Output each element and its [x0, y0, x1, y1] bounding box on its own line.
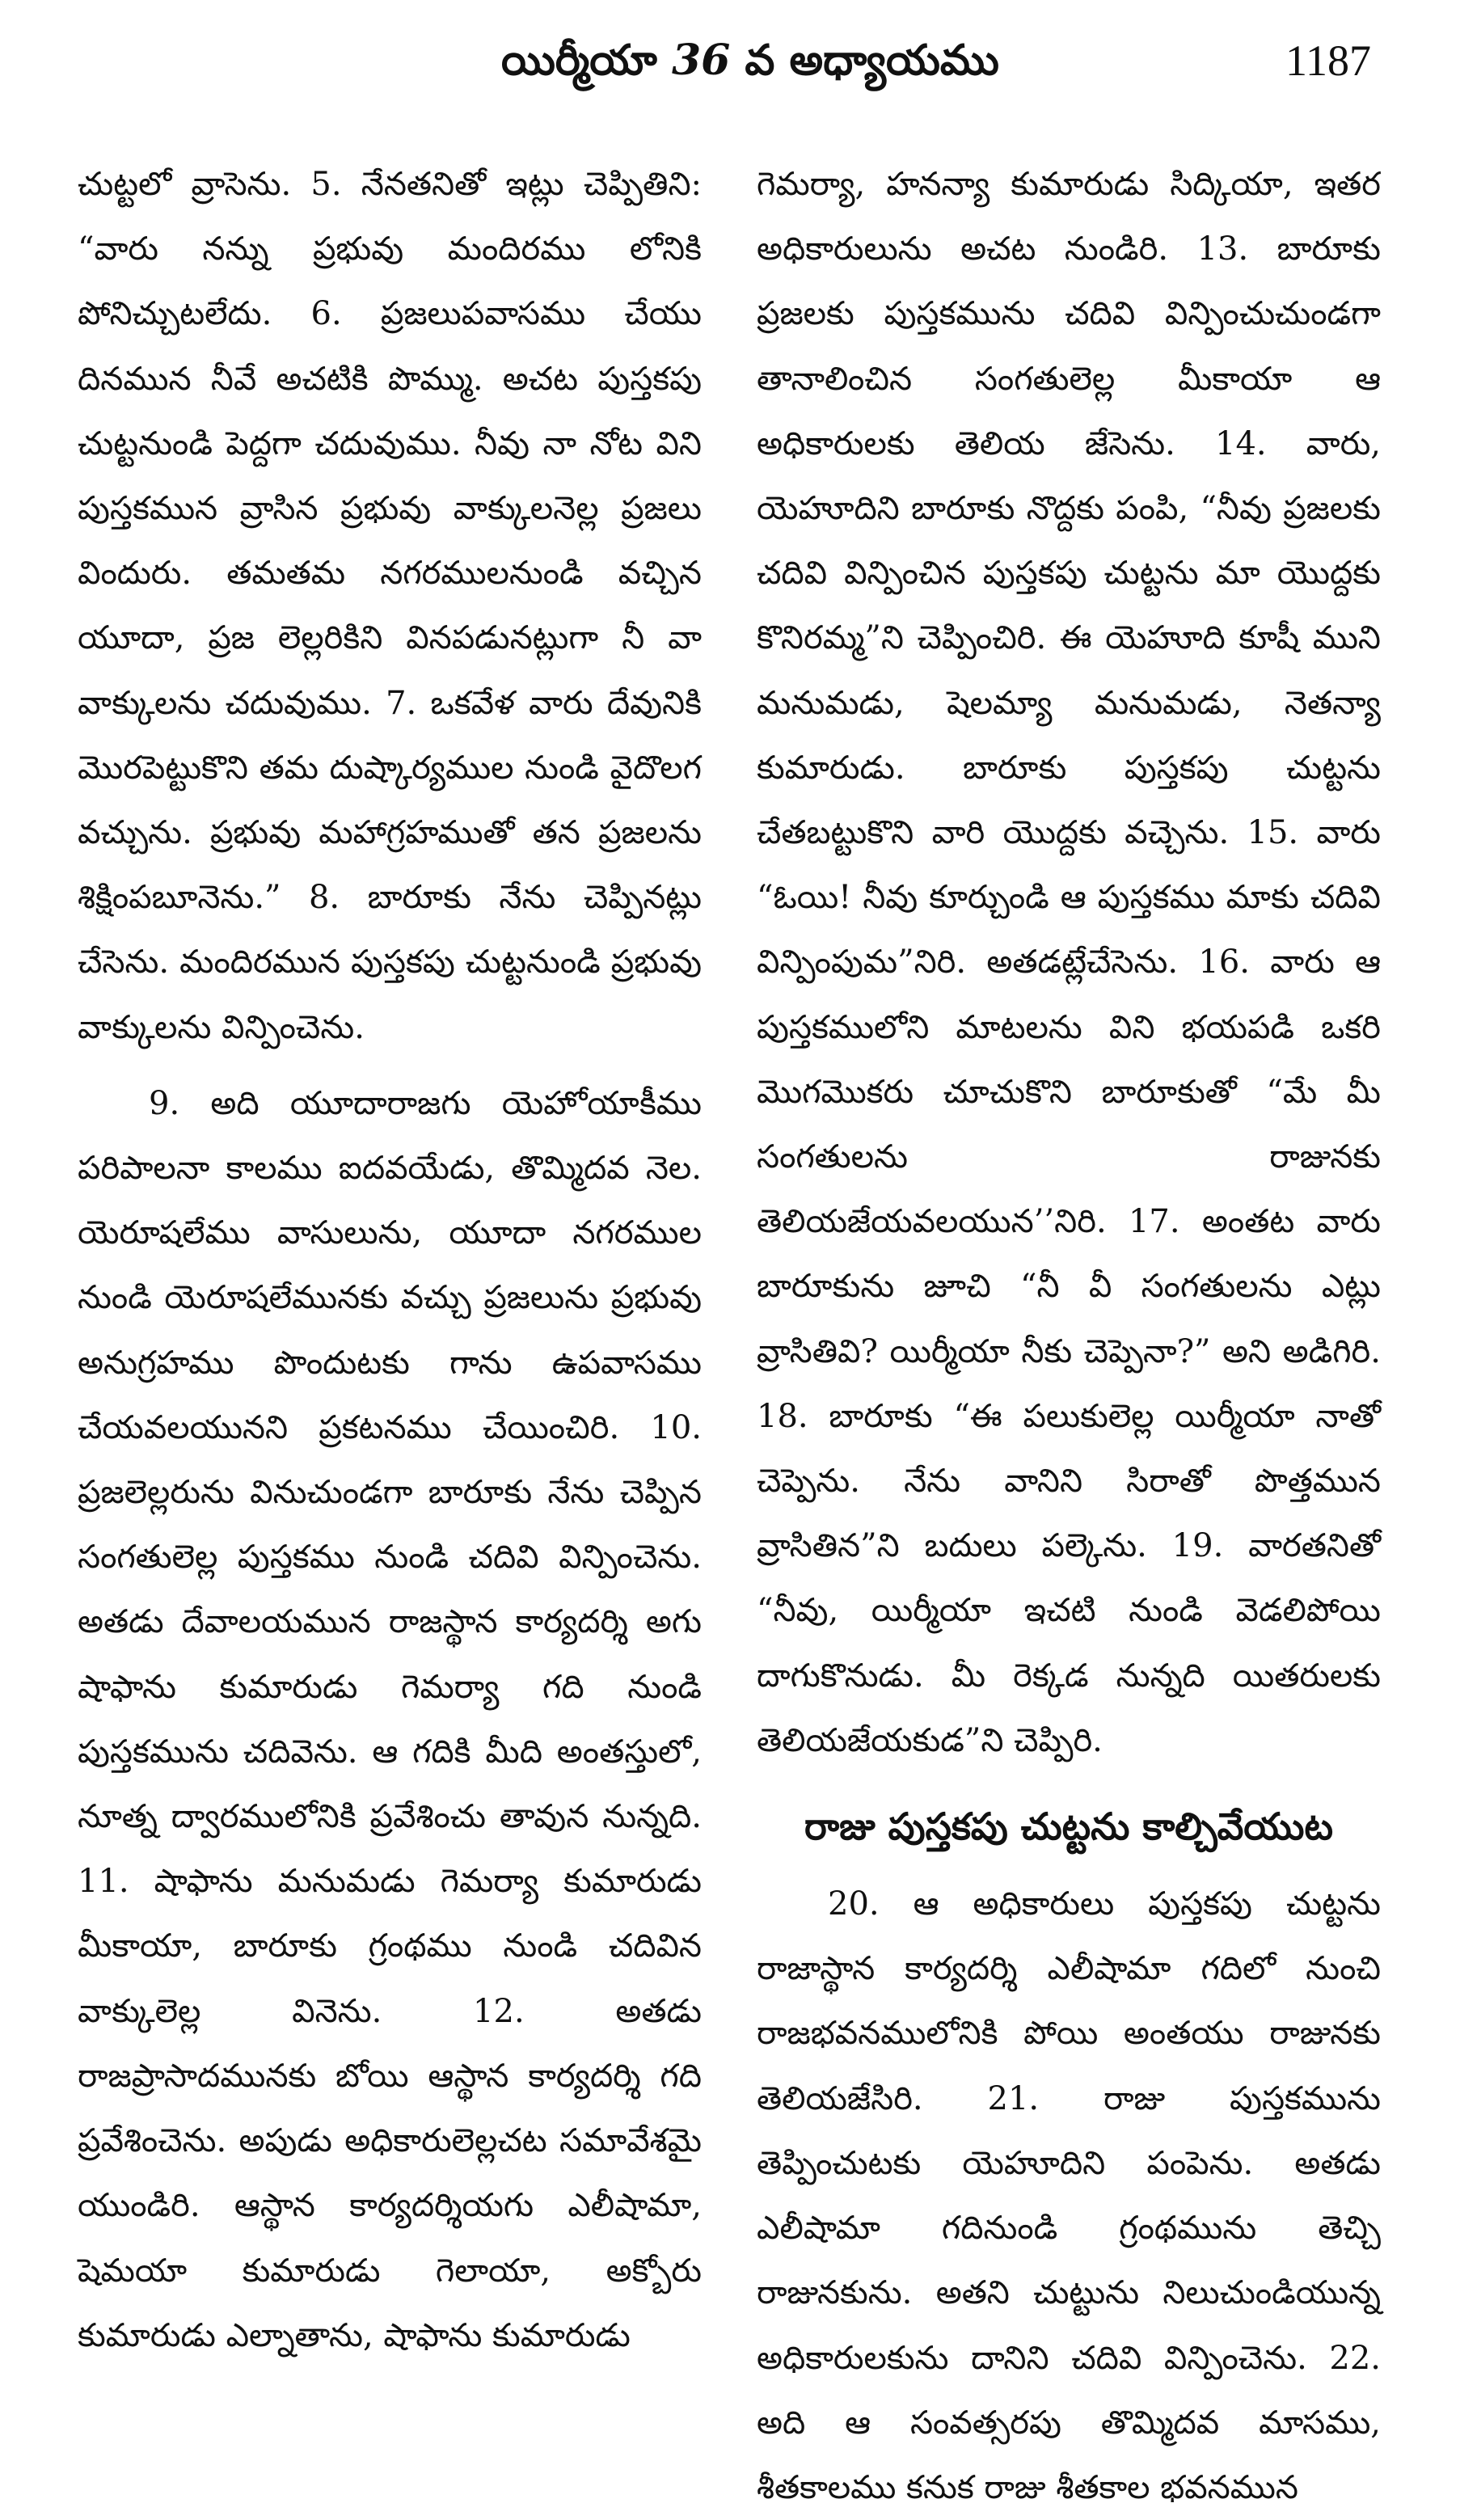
chapter-number: 36	[671, 36, 731, 85]
page-number: 1187	[1285, 36, 1371, 85]
page-header	[162, 36, 1371, 100]
right-column	[757, 152, 1381, 2520]
chapter-word: వ అధ్యాయము	[745, 36, 999, 85]
paragraph: గెమర్యా, హనన్యా కుమారుడు సిద్కియా, ఇతర అధికారులును అచట నుండిరి. 13. బారూకు ప్రజలకు పుస్తకమును చదివి విన్పించుచుండగా తానాలించిన సంగతులెల్ల మీకాయా ఆ అధికారులకు తెలియ జేసెను. 14. వారు, యెహూదిని బారూకు నొద్దకు పంపి, “నీవు ప్రజలకు చదివి విన్పించిన పుస్తకపు చుట్టను మా యొద్దకు కొనిరమ్మ”ని చెప్పించిరి. ఈ యెహూది కూషీ ముని మనుమడు, షెలమ్యా మనుమడు, నెతన్యా కుమారుడు. బారూకు పుస్తకపు చుట్టను చేతబట్టుకొని వారి యొద్దకు వచ్చెను. 15. వారు “ఓయి! నీవు కూర్చుండి ఆ పుస్తకము మాకు చదివి విన్పింపుమ”నిరి. అతడట్లేచేసెను. 16. వారు ఆ పుస్తకములోని మాటలను విని భయపడి ఒకరి మొగమొకరు చూచుకొని బారూకుతో “మే మీ సంగతులను రాజునకు తెలియజేయవలయున’’నిరి. 17. అంతట వారు బారూకును జూచి “నీ వీ సంగతులను ఎట్లు వ్రాసితివి? యిర్మీయా నీకు చెప్పెనా?” అని అడిగిరి. 18. బారూకు “ఈ పలుకులెల్ల యిర్మీయా నాతో చెప్పెను. నేను వానిని సిరాతో పొత్తమున వ్రాసితిన”ని బదులు పల్కెను. 19. వారతనితో “నీవు, యిర్మీయా ఇచటి నుండి వెడలిపోయి దాగుకొనుడు. మీ రెక్కడ నున్నది యితరులకు తెలియజేయకుడ”ని చెప్పిరి.	[757, 166, 1381, 1759]
paragraph: 20. ఆ అధికారులు పుస్తకపు చుట్టను రాజాస్థాన కార్యదర్శి ఎలీషామా గదిలో నుంచి రాజభవనములోనికి పోయి అంతయు రాజునకు తెలియజేసిరి. 21. రాజు పుస్తకమును తెప్పించుటకు యెహూదిని పంపెను. అతడు ఎలీషామా గదినుండి గ్రంథమును తెచ్చి రాజునకును. అతని చుట్టును నిలుచుండియున్న అధికారులకును దానిని చదివి విన్పించెను. 22. అది ఆ సంవత్సరపు తొమ్మిదవ మాసము, శీతకాలము కనుక రాజు శీతకాల భవనమున	[757, 1885, 1381, 2506]
paragraph: చుట్టలో వ్రాసెను. 5. నేనతనితో ఇట్లు చెప్పితిని: “వారు నన్ను ప్రభువు మందిరము లోనికి పోనిచ్చుటలేదు. 6. ప్రజలుపవాసము చేయు దినమున నీవే అచటికి పొమ్ము. అచట పుస్తకపు చుట్టనుండి పెద్దగా చదువుము. నీవు నా నోట విని పుస్తకమున వ్రాసిన ప్రభువు వాక్కులనెల్ల ప్రజలు విందురు. తమతమ నగరములనుండి వచ్చిన యూదా, ప్రజ లెల్లరికిని వినపడునట్లుగా నీ వా వాక్కులను చదువుము. 7. ఒకవేళ వారు దేవునికి మొరపెట్టుకొని తమ దుష్కార్యముల నుండి వైదొలగ వచ్చును. ప్రభువు మహాగ్రహముతో తన ప్రజలను శిక్షింపబూనెను.” 8. బారూకు నేను చెప్పినట్లు చేసెను. మందిరమున పుస్తకపు చుట్టనుండి ప్రభువు వాక్కులను విన్పించెను.	[78, 166, 702, 1046]
chapter-title	[501, 36, 999, 95]
paragraph: 9. అది యూదారాజగు యెహోయాకీము పరిపాలనా కాలము ఐదవయేడు, తొమ్మిదవ నెల. యెరూషలేము వాసులును, యూదా నగరముల నుండి యెరూషలేమునకు వచ్చు ప్రజలును ప్రభువు అనుగ్రహము పొందుటకు గాను ఉపవాసము చేయవలయునని ప్రకటనము చేయించిరి. 10. ప్రజలెల్లరును వినుచుండగా బారూకు నేను చెప్పిన సంగతులెల్ల పుస్తకము నుండి చదివి విన్పించెను. అతడు దేవాలయమున రాజస్థాన కార్యదర్శి అగు షాఫాను కుమారుడు గెమర్యా గది నుండి పుస్తకమును చదివెను. ఆ గదికి మీది అంతస్తులో, నూత్న ద్వారములోనికి ప్రవేశించు తావున నున్నది. 11. షాఫాను మనుమడు గెమర్యా కుమారుడు మీకాయా, బారూకు గ్రంథము నుండి చదివిన వాక్కులెల్ల వినెను. 12. అతడు రాజప్రాసాదమునకు బోయి ఆస్థాన కార్యదర్శి గది ప్రవేశించెను. అపుడు అధికారులెల్లచట సమావేశమై యుండిరి. ఆస్థాన కార్యదర్శియగు ఎలీషామా, షెమయా కుమారుడు గెలాయా, అక్బోరు కుమారుడు ఎల్నాతాను, షాఫాను కుమారుడు	[78, 1084, 702, 2354]
section-heading: రాజు పుస్తకపు చుట్టను కాల్చివేయుట	[804, 1805, 1333, 1849]
left-column	[78, 152, 702, 2368]
book-name: యిర్మీయా	[501, 36, 657, 85]
